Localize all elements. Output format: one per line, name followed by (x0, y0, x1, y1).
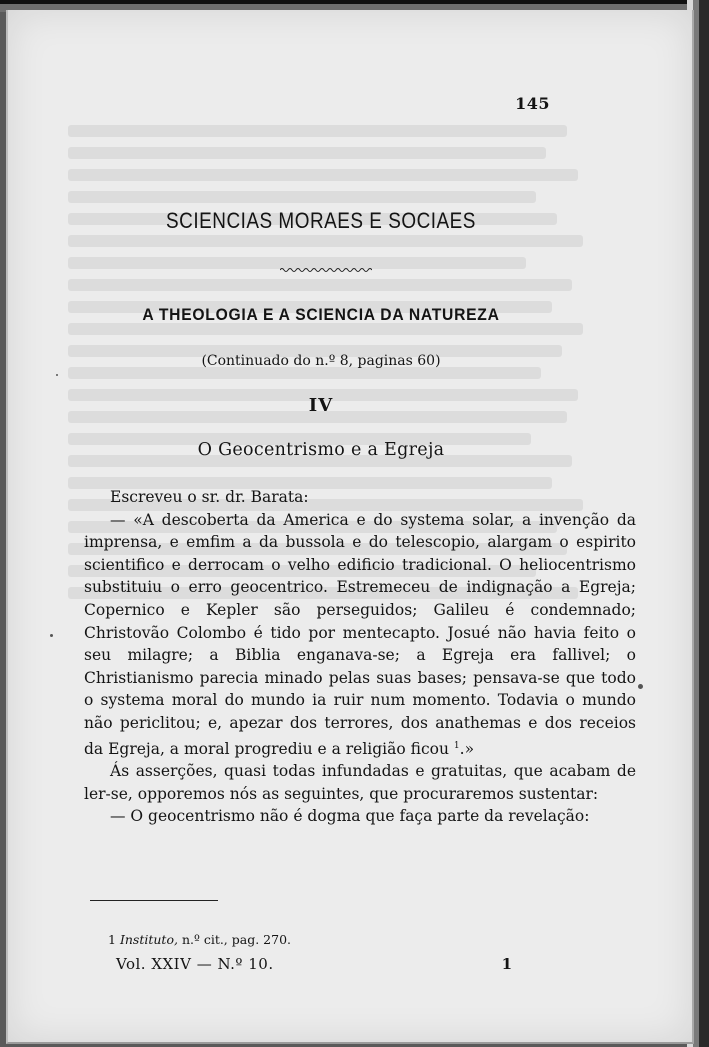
speck-mark (50, 634, 53, 637)
body-text (84, 486, 636, 828)
sheet-number: 1 (501, 955, 512, 973)
speck-mark (638, 684, 643, 689)
quote-closing: .» (459, 739, 475, 758)
page-number: 145 (515, 94, 550, 113)
response-paragraph: Ás asserções, quasi todas infundadas e gratuitas, que acabam de ler-se, opporemos nós as seguintes, que procuraremos sustentar: (84, 762, 636, 803)
speck-mark (56, 374, 58, 376)
article-title: A THEOLOGIA E A SCIENCIA DA NATUREZA (142, 305, 500, 324)
quote-paragraph (84, 509, 636, 761)
footnote-marker: 1 (108, 932, 116, 947)
section-title: SCIENCIAS MORAES E SOCIAES (166, 208, 476, 233)
footnote (108, 932, 291, 947)
thesis-paragraph: — O geocentrismo não é dogma que faça parte da revelação: (110, 807, 590, 826)
chapter-numeral: IV (308, 395, 334, 416)
intro-paragraph: Escreveu o sr. dr. Barata: (110, 488, 309, 506)
footnote-rule (90, 900, 218, 901)
chapter-title: O Geocentrismo e a Egreja (197, 440, 445, 460)
continuation-note: (Continuado do n.º 8, paginas 60) (201, 353, 441, 369)
footnote-reference: 1 (453, 740, 460, 751)
wavy-divider (280, 267, 372, 273)
book-page (6, 10, 694, 1044)
volume-signature: Vol. XXIV — N.º 10. (116, 955, 274, 973)
quote-text: — «A descoberta da America e do systema solar, a invenção da imprensa, e emfim a da bussola e do telescopio, alargam o espirito scientifico e derrocam o velho edificio tradicional. O heliocentrismo substituiu o erro geocentrico. Estremeceu de indignação a Egreja; Copernico e Kepler são perseguidos; Galileu é condemnado; Christovão Colombo é tido por mentecapto. Josué não havia feito o seu milagre; a Biblia enganava-se; a Egreja era fallivel; o Christianismo parecia minado pelas suas bases; pensava-se que todo o systema moral do mundo ia ruir num momento. Todavia o mundo não periclitou; e, apezar dos terrores, dos anathemas e dos receios da Egreja, a moral progrediu e a religião ficou (84, 510, 636, 758)
footnote-citation: n.º cit., pag. 270. (177, 932, 291, 947)
footnote-source: Instituto, (119, 932, 178, 947)
